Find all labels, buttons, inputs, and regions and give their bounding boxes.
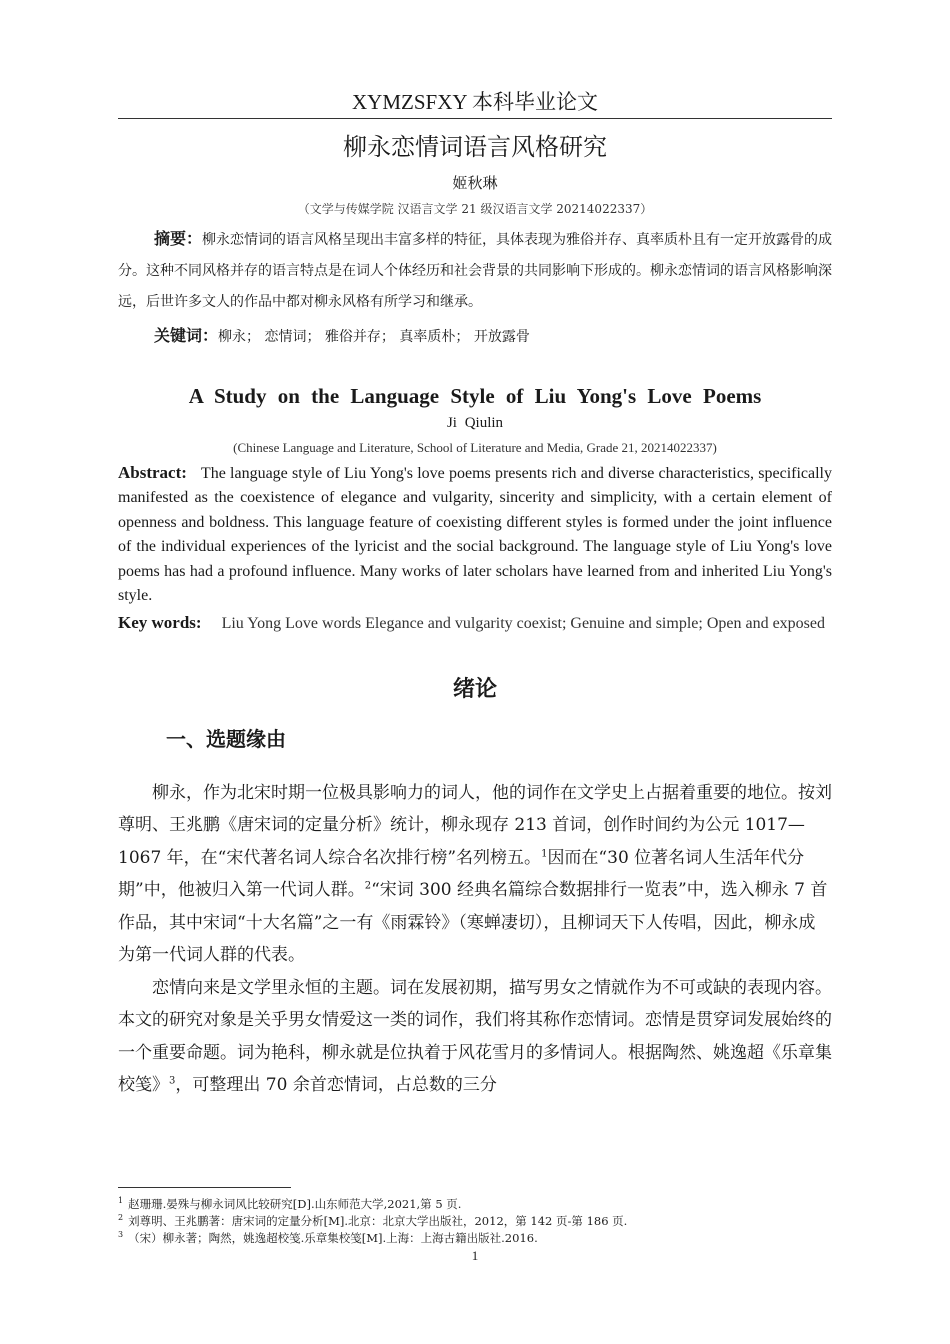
english-keywords	[118, 611, 832, 636]
chinese-keywords	[118, 320, 832, 353]
chinese-abstract	[118, 223, 832, 318]
body-text	[118, 777, 832, 1102]
footnote-separator	[118, 1187, 291, 1188]
subsection-title: 一、选题缘由	[166, 726, 286, 751]
footnote-text: 刘尊明、王兆鹏著：唐宋词的定量分析[M].北京：北京大学出版社，2012，第 142 页-第 186 页.	[128, 1214, 628, 1228]
chinese-abstract-label: 摘要：	[154, 229, 203, 248]
english-author: Ji Qiulin	[446, 415, 504, 431]
chinese-author: 姬秋琳	[452, 174, 498, 192]
body-text-run: 柳永，作为北宋时期一位极具影响力的词人，他的词作在文学史上占据着重要的地位。按刘尊明、王兆鹏《唐宋词的定量分析》统计，柳永现存 213 首词，创作时间约为公元 1017—1067 年，在“宋代著名词人综合名次排行榜”名列榜五。	[118, 782, 832, 868]
english-keywords-text: Liu Yong Love words Elegance and vulgarity coexist; Genuine and simple; Open and exposed	[221, 615, 825, 633]
chinese-keywords-label: 关键词：	[154, 326, 219, 345]
body-text-run: 恋情向来是文学里永恒的主题。词在发展初期，描写男女之情就作为不可或缺的表现内容。本文的研究对象是关乎男女情爱这一类的词作，我们将其称作恋情词。恋情是贯穿词发展始终的一个重要命题。词为艳科，柳永就是位执着于风花雪月的多情词人。根据陶然、姚逸超《乐章集校笺》	[118, 977, 832, 1096]
chinese-keywords-text: 柳永； 恋情词； 雅俗并存； 真率质朴； 开放露骨	[218, 329, 530, 345]
footnotes	[118, 1196, 832, 1247]
english-abstract-label: Abstract:	[118, 463, 187, 482]
footnote-ref[interactable]: 2	[364, 880, 372, 892]
chinese-abstract-text: 柳永恋情词的语言风格呈现出丰富多样的特征，具体表现为雅俗并存、真率质朴且有一定开放露骨的成分。这种不同风格并存的语言特点是在词人个体经历和社会背景的共同影响下形成的。柳永恋情词的语言风格影响深远，后世许多文人的作品中都对柳永风格有所学习和继承。	[118, 232, 833, 310]
footnote-ref[interactable]: 3	[169, 1075, 176, 1087]
page-number: 1	[471, 1248, 479, 1263]
english-abstract	[118, 461, 832, 608]
footnote-item	[118, 1213, 832, 1230]
chinese-title: 柳永恋情词语言风格研究	[343, 133, 607, 161]
footnote-ref[interactable]: 1	[541, 848, 548, 860]
body-paragraph	[118, 972, 832, 1102]
body-text-run: 因而在“30 位著名词人生活年代分期”中，他被归入第一代词人群。	[118, 847, 805, 901]
english-keywords-label: Key words:	[118, 613, 202, 633]
footnote-text: （宋）柳永著；陶然，姚逸超校笺.乐章集校笺[M].上海：上海古籍出版社.2016.	[128, 1231, 538, 1245]
english-abstract-text: The language style of Liu Yong's love poems presents rich and diverse characteristics, specifically manifested as the coexistence of elegance and vulgarity, sincerity and simplicity, with a certain element of openness and boldness. This language feature of coexisting different styles is formed under the joint influence of the individual experiences of the lyricist and the social background. The language style of Liu Yong's love poems has had a profound influence. Many works of later scholars have learned from and inherited Liu Yong's style.	[118, 465, 832, 605]
footnote-text: 赵珊珊.晏殊与柳永词风比较研究[D].山东师范大学,2021,第 5 页.	[128, 1197, 462, 1211]
body-text-run: ，可整理出 70 余首恋情词，占总数的三分	[175, 1075, 497, 1096]
section-title: 绪论	[452, 676, 497, 702]
page-content	[118, 88, 832, 1102]
chinese-affiliation: （文学与传媒学院 汉语言文学 21 级汉语言文学 20214022337）	[297, 202, 653, 216]
footnote-item	[118, 1196, 832, 1213]
body-text-run: “宋词 300 经典名篇综合数据排行一览表”中，选入柳永 7 首作品，其中宋词“十大名篇”之一有《雨霖铃》（寒蝉凄切），且柳词天下人传唱，因此，柳永成为第一代词人群的代表。	[118, 880, 828, 966]
footnote-number: 1	[118, 1196, 124, 1206]
footnote-item	[118, 1230, 832, 1247]
body-paragraph	[118, 777, 832, 972]
footnote-number: 3	[118, 1230, 124, 1240]
footnote-number: 2	[118, 1213, 124, 1223]
english-title: A Study on the Language Style of Liu Yong's Love Poems	[188, 384, 762, 408]
running-header: XYMZSFXY 本科毕业论文	[118, 88, 832, 119]
english-affiliation: (Chinese Language and Literature, School of Literature and Media, Grade 21, 20214022337)	[233, 440, 717, 455]
